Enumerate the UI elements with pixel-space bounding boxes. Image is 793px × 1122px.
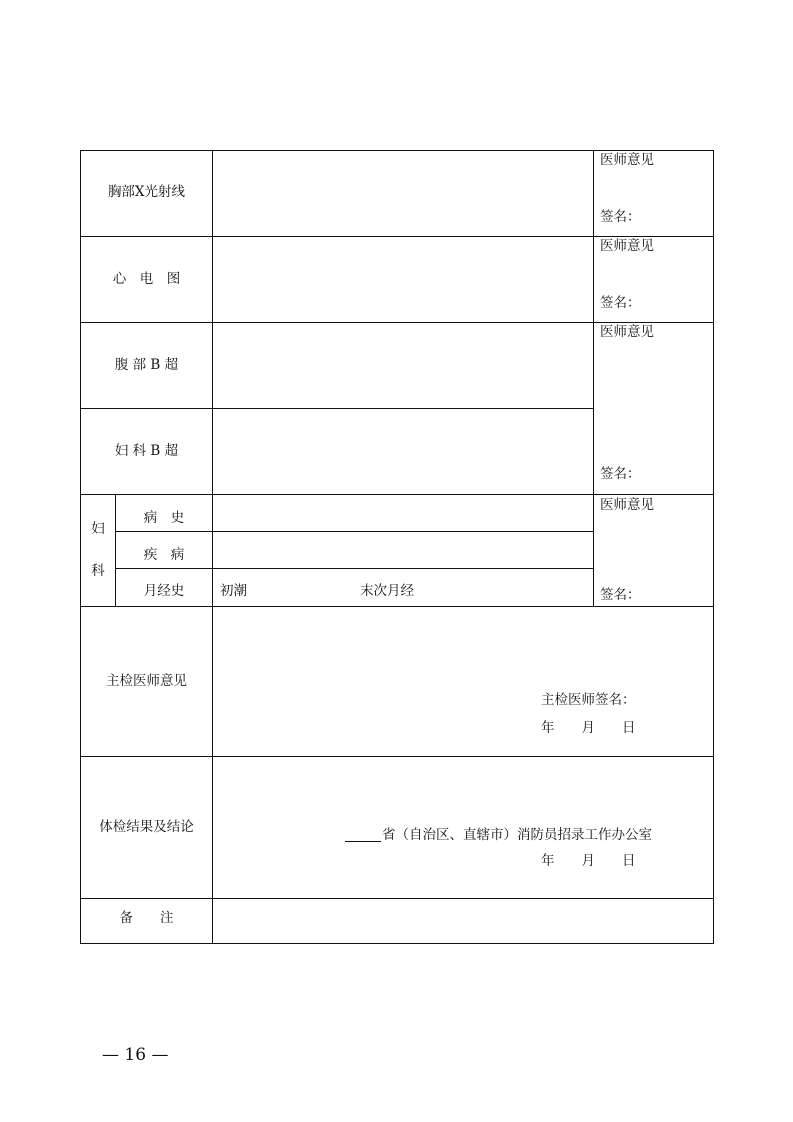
- menstrual-history-label: 月经史: [143, 583, 185, 599]
- conclusion-date: 年 月 日: [541, 853, 636, 869]
- table-border-bottom: [80, 943, 714, 944]
- gyn-label-bottom: 科: [91, 563, 105, 579]
- last-period-label: 末次月经: [360, 583, 414, 599]
- row-divider: [80, 756, 714, 757]
- row-divider: [80, 606, 714, 607]
- signature-label: 签名：: [600, 466, 641, 482]
- row-divider: [80, 494, 714, 495]
- abdominal-us-label: 腹 部 B 超: [114, 357, 179, 373]
- medical-history-label: 病 史: [143, 510, 185, 526]
- chest-xray-label: 胸部X光射线: [107, 184, 186, 200]
- gyn-us-label: 妇 科 B 超: [114, 443, 179, 459]
- chief-signature-label: 主检医师签名：: [541, 692, 636, 708]
- doctor-opinion-label: 医师意见: [600, 238, 654, 254]
- row-divider: [115, 531, 593, 532]
- table-border-right: [713, 150, 714, 944]
- chief-date: 年 月 日: [541, 720, 636, 736]
- row-divider: [80, 322, 714, 323]
- column-divider: [212, 150, 213, 944]
- row-divider: [80, 236, 714, 237]
- ecg-label: 心 电 图: [112, 271, 181, 287]
- column-divider: [593, 150, 594, 606]
- row-divider: [80, 408, 593, 409]
- menarche-label: 初潮: [220, 583, 247, 599]
- row-divider: [80, 898, 714, 899]
- gyn-label-top: 妇: [91, 521, 105, 537]
- doctor-opinion-label: 医师意见: [600, 497, 654, 513]
- disease-label: 疾 病: [143, 547, 185, 563]
- chief-opinion-label: 主检医师意见: [106, 673, 187, 689]
- province-blank: [345, 841, 381, 842]
- conclusion-label: 体检结果及结论: [99, 819, 194, 835]
- doctor-opinion-label: 医师意见: [600, 152, 654, 168]
- signature-label: 签名：: [600, 587, 641, 603]
- office-label: 省（自治区、直辖市）消防员招录工作办公室: [382, 827, 652, 843]
- doctor-opinion-label: 医师意见: [600, 324, 654, 340]
- table-border-top: [80, 150, 714, 151]
- signature-label: 签名：: [600, 295, 641, 311]
- page-number: — 16 —: [102, 1045, 169, 1065]
- row-divider: [115, 568, 593, 569]
- signature-label: 签名：: [600, 209, 641, 225]
- remarks-label: 备 注: [119, 910, 174, 926]
